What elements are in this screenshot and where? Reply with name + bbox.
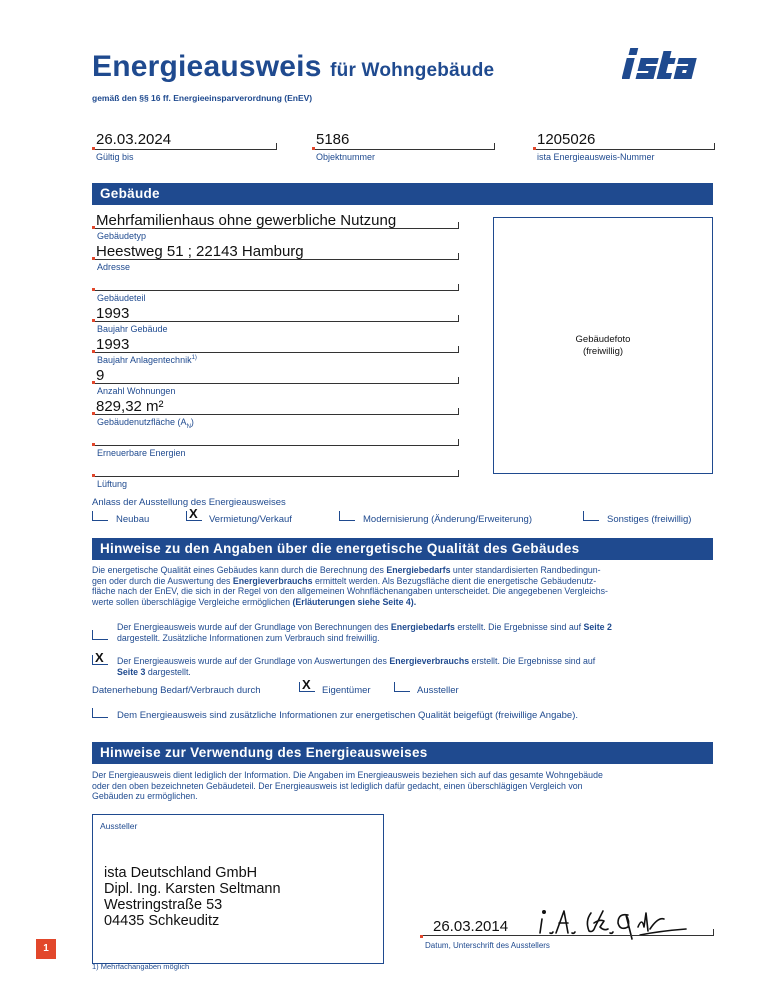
valid-until-underline	[92, 143, 277, 150]
checkbox-other[interactable]	[583, 511, 599, 521]
field-marker	[92, 381, 95, 384]
object-number-underline	[312, 143, 495, 150]
data-collection-label: Datenerhebung Bedarf/Verbrauch durch	[92, 685, 261, 696]
checkbox-extra-info[interactable]	[92, 708, 108, 718]
address-underline	[92, 253, 459, 260]
title-main: Energieausweis	[92, 50, 322, 83]
building-photo-placeholder	[493, 334, 713, 358]
signature-label: Datum, Unterschrift des Ausstellers	[425, 941, 550, 950]
building-part-label: Gebäudeteil	[97, 293, 146, 303]
demand-basis-text: Der Energieausweis wurde auf der Grundlage von Berechnungen des Energiebedarfs erstellt. Die Ergebnisse sind auf Seite 2 dargestellt. Zusätzliche Informationen zum Verbrauch sind freiwillig.	[117, 622, 612, 643]
year-system-label: Baujahr Anlagentechnik$^{1)}$	[97, 355, 197, 365]
year-built-label: Baujahr Gebäude	[97, 324, 168, 334]
usable-area-underline	[92, 408, 459, 415]
certificate-number-underline	[533, 143, 715, 150]
signature-underline	[420, 929, 714, 936]
check-mark: X	[189, 506, 198, 521]
issuer-person: Dipl. Ing. Karsten Seltmann	[104, 881, 281, 897]
issuer-company: ista Deutschland GmbH	[104, 865, 258, 881]
owner-label: Eigentümer	[322, 685, 371, 696]
consumption-basis-text: Der Energieausweis wurde auf der Grundlage von Auswertungen des Energieverbrauchs erstellt. Die Ergebnisse sind auf Seite 3 dargestellt.	[117, 656, 596, 677]
field-marker	[92, 257, 95, 260]
page-number: 1	[36, 939, 56, 959]
year-built-value: 1993	[96, 305, 130, 322]
svg-text:ista: ista	[622, 45, 624, 46]
renewables-underline	[92, 439, 459, 446]
occasion-modernization-label: Modernisierung (Änderung/Erweiterung)	[363, 514, 532, 525]
issuer-street: Westringstraße 53	[104, 897, 223, 913]
section-quality-header: Hinweise zu den Angaben über die energetische Qualität des Gebäudes	[92, 538, 713, 560]
field-marker	[92, 319, 95, 322]
checkbox-issuer[interactable]	[394, 682, 410, 692]
year-system-underline	[92, 346, 459, 353]
building-type-value: Mehrfamilienhaus ohne gewerbliche Nutzung	[96, 212, 397, 229]
occasion-rent-sale-label: Vermietung/Verkauf	[209, 514, 292, 525]
field-marker	[92, 147, 95, 150]
check-mark: X	[302, 677, 311, 692]
renewables-label: Erneuerbare Energien	[97, 448, 186, 458]
field-marker	[533, 147, 536, 150]
extra-info-text: Dem Energieausweis sind zusätzliche Informationen zur energetischen Qualität beigefügt (freiwillige Angabe).	[117, 710, 579, 721]
field-marker	[92, 288, 95, 291]
occasion-new-building-label: Neubau	[116, 514, 150, 525]
field-marker	[92, 226, 95, 229]
document-title	[92, 50, 494, 84]
photo-optional-label: (freiwillig)	[582, 346, 624, 357]
building-type-underline	[92, 222, 459, 229]
building-part-underline	[92, 284, 459, 291]
field-marker	[312, 147, 315, 150]
checkbox-demand-basis[interactable]	[92, 630, 108, 640]
occasion-other-label: Sonstiges (freiwillig)	[607, 514, 692, 525]
field-marker	[420, 935, 423, 938]
issuer-city: 04435 Schkeuditz	[104, 913, 220, 929]
valid-until-label: Gültig bis	[96, 152, 134, 162]
apartments-label: Anzahl Wohnungen	[97, 386, 176, 396]
ventilation-label: Lüftung	[97, 479, 128, 489]
check-mark: X	[95, 650, 104, 665]
apartments-value: 9	[96, 367, 105, 384]
section-building-header: Gebäude	[92, 183, 713, 205]
title-suffix: für Wohngebäude	[330, 60, 495, 81]
building-type-label: Gebäudetyp	[97, 231, 147, 241]
valid-until-value: 26.03.2024	[96, 131, 172, 148]
document-subtitle: gemäß den §§ 16 ff. Energieeinsparverordnung (EnEV)	[92, 93, 313, 103]
field-marker	[92, 412, 95, 415]
certificate-number-value: 1205026	[537, 131, 596, 148]
year-built-underline	[92, 315, 459, 322]
object-number-value: 5186	[316, 131, 350, 148]
issuer-option-label: Aussteller	[417, 685, 459, 696]
photo-label: Gebäudefoto	[575, 334, 631, 345]
section-usage-header: Hinweise zur Verwendung des Energieausweises	[92, 742, 713, 764]
ista-logo	[622, 45, 716, 81]
field-marker	[92, 474, 95, 477]
year-system-value: 1993	[96, 336, 130, 353]
apartments-underline	[92, 377, 459, 384]
address-value: Heestweg 51 ; 22143 Hamburg	[96, 243, 304, 260]
quality-explanation: Die energetische Qualität eines Gebäudes kann durch die Berechnung des Energiebedarfs unter standardisierten Randbedingun- gen oder durch die Auswertung des Energieverbrauchs ermittelt werden. Als Bezugsfläche dient die energetische Gebäudenutz- fläche nach der EnEV, die sich in der Regel von den allgemeinen Wohnflächenangaben unterscheidet. Die angegebenen Vergleichs- werte sollen überschlägige Vergleiche ermöglichen (Erläuterungen siehe Seite 4).	[92, 565, 608, 607]
field-marker	[92, 443, 95, 446]
checkbox-new-building[interactable]	[92, 511, 108, 521]
usable-area-value: 829,32 m²	[96, 398, 164, 415]
checkbox-modernization[interactable]	[339, 511, 355, 521]
usable-area-label: Gebäudenutzfläche $(A_N)$	[97, 417, 194, 430]
certificate-number-label: ista Energieausweis-Nummer	[537, 152, 655, 162]
address-label: Adresse	[97, 262, 131, 272]
field-marker	[92, 350, 95, 353]
occasion-label: Anlass der Ausstellung des Energieausweises	[92, 497, 286, 508]
signature-date: 26.03.2014	[433, 918, 509, 935]
usage-explanation: Der Energieausweis dient lediglich der Information. Die Angaben im Energieausweis beziehen sich auf das gesamte Wohngebäude oder den oben bezeichneten Gebäudeteil. Der Energieausweis ist lediglich dafür gedacht, einen überschlägigen Vergleich von Gebäuden zu ermöglichen.	[92, 770, 603, 801]
footnote: 1) Mehrfachangaben möglich	[92, 962, 190, 971]
ventilation-underline	[92, 470, 459, 477]
object-number-label: Objektnummer	[316, 152, 376, 162]
issuer-box-label: Aussteller	[100, 821, 138, 831]
